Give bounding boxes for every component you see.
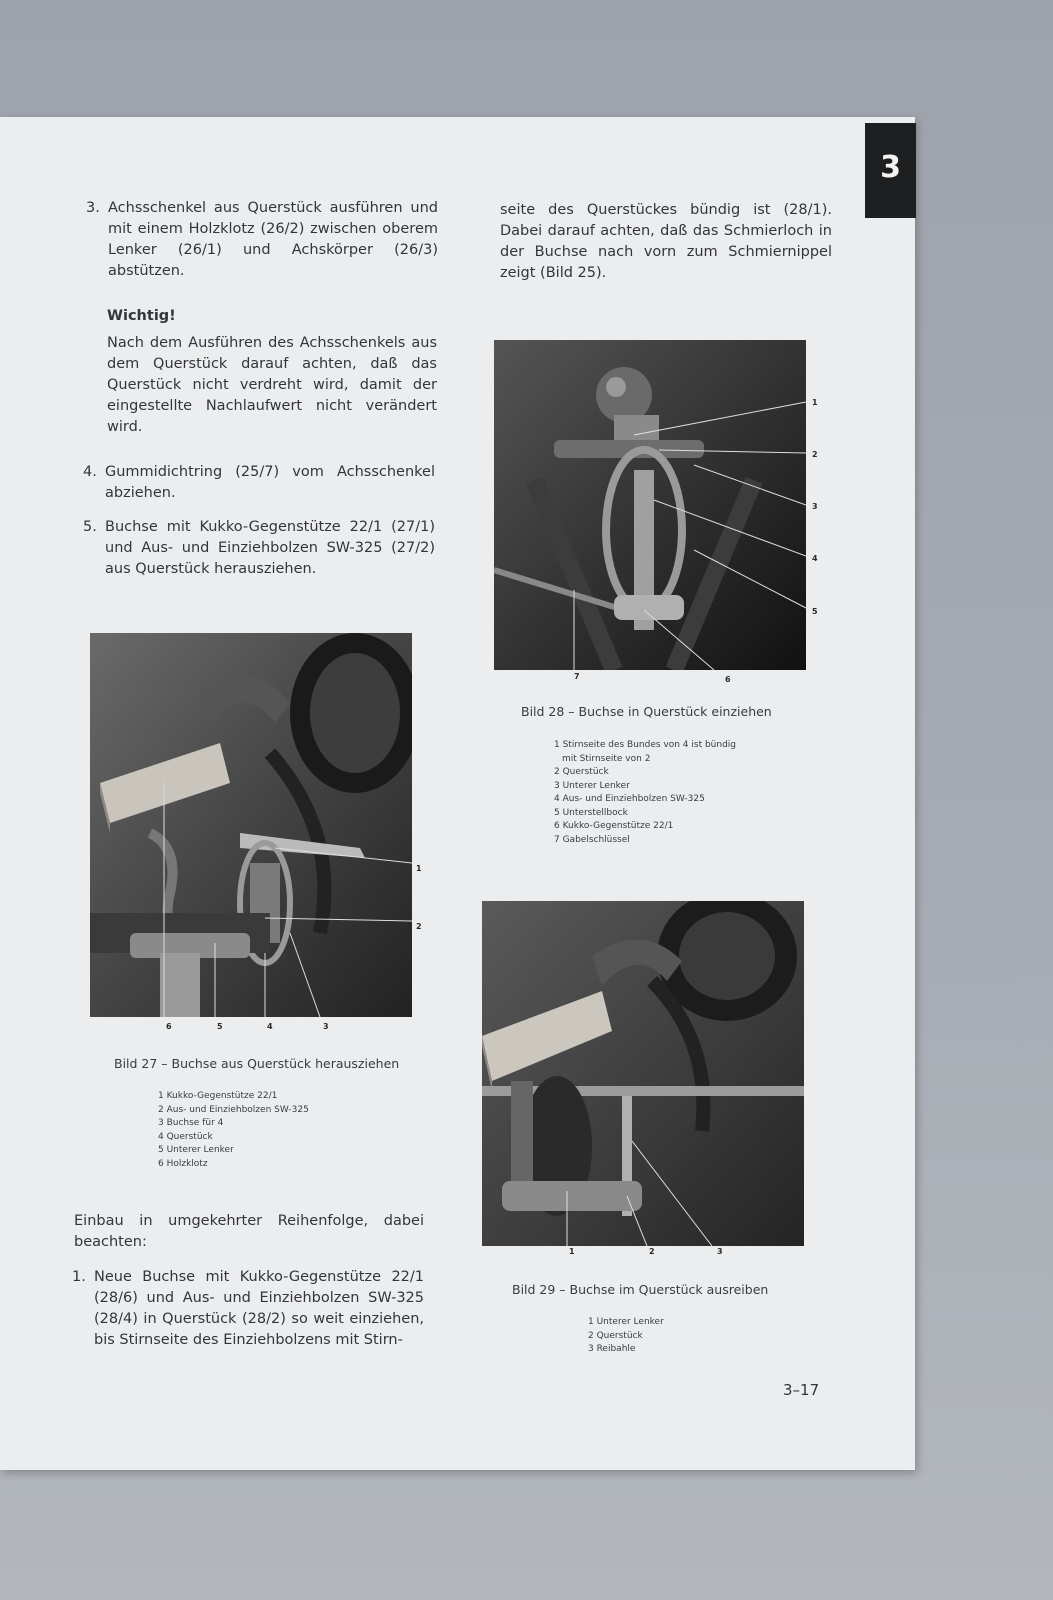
important-text: Nach dem Ausführen des Achsschenkels aus dem Querstück darauf achten, daß das Querstück nicht verdreht wird, damit der eingestellte Nachlaufwert nicht verändert wird. [107, 335, 437, 435]
fig27-callout-6: 6 [166, 1022, 172, 1031]
continuation-text: seite des Querstückes bündig ist (28/1). Dabei darauf achten, daß das Schmierloch in der Buchse nach vorn zum Schmiernippel zeigt (Bild 25). [500, 202, 832, 281]
figure-27-legend [158, 1090, 309, 1171]
fig29-legend-item: 2 Querstück [588, 1330, 643, 1341]
figure-27-photo [90, 633, 412, 1017]
fig27-callout-1: 1 [416, 864, 422, 873]
figure-27-caption: Bild 27 – Buchse aus Querstück herausziehen [114, 1056, 400, 1071]
fig28-legend-item: 7 Gabelschlüssel [554, 834, 630, 845]
page-number: 3–17 [783, 1381, 820, 1399]
fig27-legend-item: 6 Holzklotz [158, 1158, 208, 1169]
fig28-legend-item: 1 Stirnseite des Bundes von 4 ist bündig [554, 740, 737, 750]
fig27-callout-2: 2 [416, 922, 422, 931]
fig27-legend-item: 3 Buchse für 4 [158, 1118, 224, 1128]
step-4-text: Gummidichtring (25/7) vom Achsschenkel abziehen. [105, 464, 435, 501]
fig28-callout-5: 5 [812, 607, 818, 616]
important-heading: Wichtig! [107, 308, 176, 324]
fig29-legend-item: 1 Unterer Lenker [588, 1317, 664, 1327]
fig27-legend-item: 5 Unterer Lenker [158, 1145, 234, 1155]
fig28-callout-7: 7 [574, 672, 580, 681]
fig28-legend-item: 2 Querstück [554, 767, 609, 777]
reassembly-step-1-number: 1. [72, 1269, 86, 1285]
figure-29-photo [482, 901, 804, 1246]
figure-29-legend [588, 1316, 664, 1357]
reassembly-intro: Einbau in umgekehrter Reihenfolge, dabei beachten: [74, 1213, 424, 1250]
fig28-callout-2: 2 [812, 450, 818, 459]
step-3 [86, 198, 438, 282]
step-5-text: Buchse mit Kukko-Gegenstütze 22/1 (27/1) und Aus- und Einziehbolzen SW-325 (27/2) aus Querstück herausziehen. [105, 519, 435, 577]
figure-27-illustration [90, 633, 412, 1017]
step-3-text: Achsschenkel aus Querstück ausführen und mit einem Holzklotz (26/2) zwischen oberem Lenker (26/1) und Achskörper (26/3) abstützen. [108, 200, 438, 279]
important-note [107, 306, 437, 438]
fig27-callout-3: 3 [323, 1022, 329, 1031]
fig28-legend-item: 3 Unterer Lenker [554, 780, 630, 791]
figure-29-caption: Bild 29 – Buchse im Querstück ausreiben [512, 1282, 769, 1297]
fig27-callout-4: 4 [267, 1022, 273, 1031]
reassembly-step-1-text: Neue Buchse mit Kukko-Gegenstütze 22/1 (28/6) und Aus- und Einziehbolzen SW-325 (28/4) in Querstück (28/2) so weit einziehen, bis Stirnseite des Einziehbolzens mit Stirn- [94, 1269, 424, 1348]
step-5 [83, 517, 435, 580]
fig28-legend-item: 6 Kukko-Gegenstütze 22/1 [554, 821, 674, 831]
step-4-number: 4. [83, 464, 97, 480]
fig28-callout-4: 4 [812, 554, 818, 563]
figure-28-legend [554, 739, 736, 847]
figure-28-photo [494, 340, 806, 670]
fig27-legend-item: 4 Querstück [158, 1131, 213, 1142]
fig28-callout-3: 3 [812, 502, 818, 511]
fig29-legend-item: 3 Reibahle [588, 1344, 636, 1354]
fig29-callout-3: 3 [717, 1247, 723, 1256]
fig28-callout-6: 6 [725, 675, 731, 684]
fig28-callout-1: 1 [812, 398, 818, 407]
fig27-legend-item: 1 Kukko-Gegenstütze 22/1 [158, 1091, 278, 1101]
fig29-callout-2: 2 [649, 1247, 655, 1256]
fig27-legend-item: 2 Aus- und Einziehbolzen SW-325 [158, 1104, 309, 1115]
reassembly-step-1 [72, 1267, 424, 1351]
fig28-legend-item: 5 Unterstellbock [554, 807, 628, 818]
fig28-legend-item: 4 Aus- und Einziehbolzen SW-325 [554, 794, 705, 804]
figure-29-illustration [482, 901, 804, 1246]
fig29-callout-1: 1 [569, 1247, 575, 1256]
step-5-number: 5. [83, 519, 97, 535]
step-4 [83, 462, 435, 504]
chapter-tab: 3 [865, 123, 916, 218]
figure-28-caption: Bild 28 – Buchse in Querstück einziehen [521, 704, 772, 719]
fig28-legend-item: mit Stirnseite von 2 [562, 753, 651, 764]
fig27-callout-5: 5 [217, 1022, 223, 1031]
step-3-number: 3. [86, 200, 100, 216]
figure-28-illustration [494, 340, 806, 670]
